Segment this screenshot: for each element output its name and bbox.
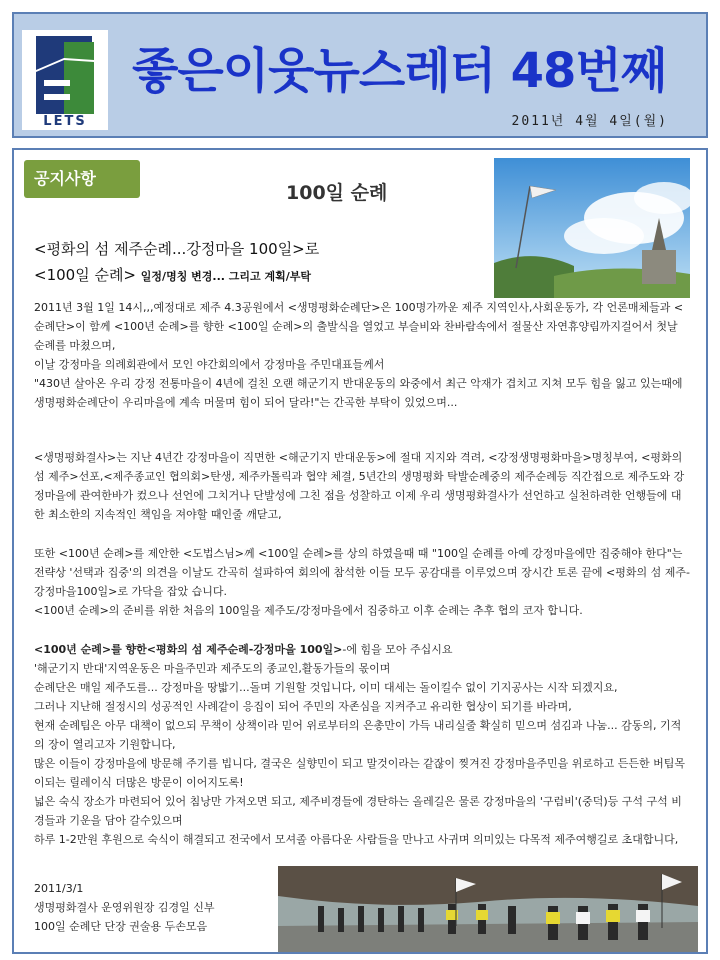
issue-date: 2011년 4월 4일(월) bbox=[511, 114, 668, 129]
section-title: 100일 순례 bbox=[286, 182, 388, 204]
pilgrimage-group-photo bbox=[278, 866, 698, 952]
paragraph-3 bbox=[34, 544, 690, 620]
newsletter-title: 좋은이웃뉴스레터 48번째 bbox=[132, 43, 667, 99]
text-line: 그러나 지난해 절정시의 성공적인 사례같이 응집이 되어 주민의 자존심을 지켜주고 유리한 협상이 되기를 바라며, bbox=[34, 700, 572, 713]
bold-appeal: <100년 순례>를 향한<평화의 섬 제주순례-강정마을 100일> bbox=[34, 643, 343, 656]
text-line: 2011년 3월 1일 14시,,,예정대로 제주 4.3공원에서 <생명평화순례단>은 100명가까운 제주 지역인사,사회운동가, 각 언론매체들과 <순례단>이 함께 <100년 순례>를 향한 <100일 순례>의 출발식을 열었고 부슬비와 찬바람속에서 절물산 자연휴양림까지걸어서 첫날 순례를 마쳤으며, bbox=[34, 301, 684, 352]
text-line: <생명평화결사>는 지난 4년간 강정마을이 직면한 <해군기지 반대운동>에 절대 지지와 격려, <강정생명평화마을>명칭부여, <평화의 섬 제주>선포,<제주종교인 협의회>탄생, 제주카톨릭과 협약 체결, 5년간의 생명평화 탁발순례중의 제주순례등 직간접으로 제주도와 강정마을에 관여한바가 컸으나 선언에 그치거나 단발성에 그친 점을 성찰하고 이제 우리 생명평화결사가 선언하고 실천하려한 언행들에 대한 최소한의 지속적인 책임을 져야할 때인줄 깨닫고, bbox=[34, 451, 685, 521]
text-line: 또한 <100년 순례>를 제안한 <도법스님>께 <100일 순례>를 상의 하였을때 때 "100일 순례를 아예 강정마을에만 집중해야 한다"는 전략상 '선택과 집중'의 의견을 이날도 간곡히 설파하여 회의에 참석한 이들 모두 공감대를 이루었으며 장시간 토론 끝에 <평화의 섬 제주-강정마을100일>로 가닥을 잡았 습니다. bbox=[34, 547, 690, 598]
text-line: 하루 1-2만원 후원으로 숙식이 해결되고 전국에서 모셔졸 아름다운 사람들을 만나고 사귀며 의미있는 다목적 제주여행길로 초대합니다, bbox=[34, 833, 679, 846]
headline-main: <100일 순례> bbox=[34, 266, 137, 284]
paragraph-2 bbox=[34, 448, 690, 524]
notice-tag: 공지사항 bbox=[24, 160, 140, 198]
headline-sub: 일정/명칭 변경... 그리고 계획/부탁 bbox=[140, 270, 311, 283]
signature-block bbox=[34, 879, 274, 936]
text-line: 순례단은 매일 제주도를... 강정마을 땅밟기...돌며 기원할 것입니다, 이미 대세는 돌이킬수 없이 기지공사는 시작 되겠지요, bbox=[34, 681, 618, 694]
headline-line1: <평화의 섬 제주순례...강정마을 100일>로 bbox=[34, 240, 320, 258]
sky-flag-photo bbox=[494, 158, 690, 298]
lets-logo bbox=[22, 30, 108, 130]
text-line: <100년 순례>의 준비를 위한 처음의 100일을 제주도/강정마을에서 집중하고 이후 순례는 추후 협의 코자 합니다. bbox=[34, 604, 583, 617]
text-line: "430년 살아온 우리 강정 전통마을이 4년에 걸친 오랜 해군기지 반대운동의 와중에서 최근 악재가 겹치고 지쳐 모두 힘을 잃고 있는때에 생명평화순례단이 우리마을에 계속 머물며 힘이 되어 달라!"는 간곡한 부탁이 있었으며... bbox=[34, 377, 683, 409]
text-line: 넓은 숙식 장소가 마련되어 있어 침낭만 가져오면 되고, 제주비경들에 경탄하는 올레길은 물론 강정마을의 '구럼비'(중덕)등 구석 구석 비경들과 기운을 담아 갈수있으며 bbox=[34, 795, 682, 827]
text-line: '해군기지 반대'지역운동은 마을주민과 제주도의 종교인,활동가들의 몫이며 bbox=[34, 662, 391, 675]
signature-line2: 100일 순례단 단장 권술용 두손모음 bbox=[34, 920, 208, 933]
headline-line2 bbox=[34, 264, 311, 285]
header-banner bbox=[12, 12, 708, 138]
signature-line1: 생명평화결사 운영위원장 김경일 신부 bbox=[34, 901, 215, 914]
text-line: 이날 강정마을 의례회관에서 모인 야간회의에서 강정마을 주민대표들께서 bbox=[34, 358, 385, 371]
appeal-tail: -에 힘을 모아 주십시요 bbox=[342, 643, 453, 656]
paragraph-4 bbox=[34, 640, 690, 849]
logo-text: LETS bbox=[43, 114, 87, 129]
text-line bbox=[34, 640, 690, 659]
text-line: 많은 이들이 강정마을에 방문해 주기를 빕니다, 결국은 실향민이 되고 말것이라는 같잖이 찢겨진 강정마을주민을 위로하고 든든한 버팀목이되는 릴레이식 더많은 방문이 이어지도록! bbox=[34, 757, 685, 789]
signature-date: 2011/3/1 bbox=[34, 882, 84, 895]
paragraph-1 bbox=[34, 298, 690, 412]
text-line: 현재 순례팀은 아무 대책이 없으되 무책이 상책이라 믿어 위로부터의 은총만이 가득 내리실줄 확실히 믿으며 섬김과 나눔... 감동의, 기적의 장이 열리고자 기원합니다, bbox=[34, 719, 682, 751]
